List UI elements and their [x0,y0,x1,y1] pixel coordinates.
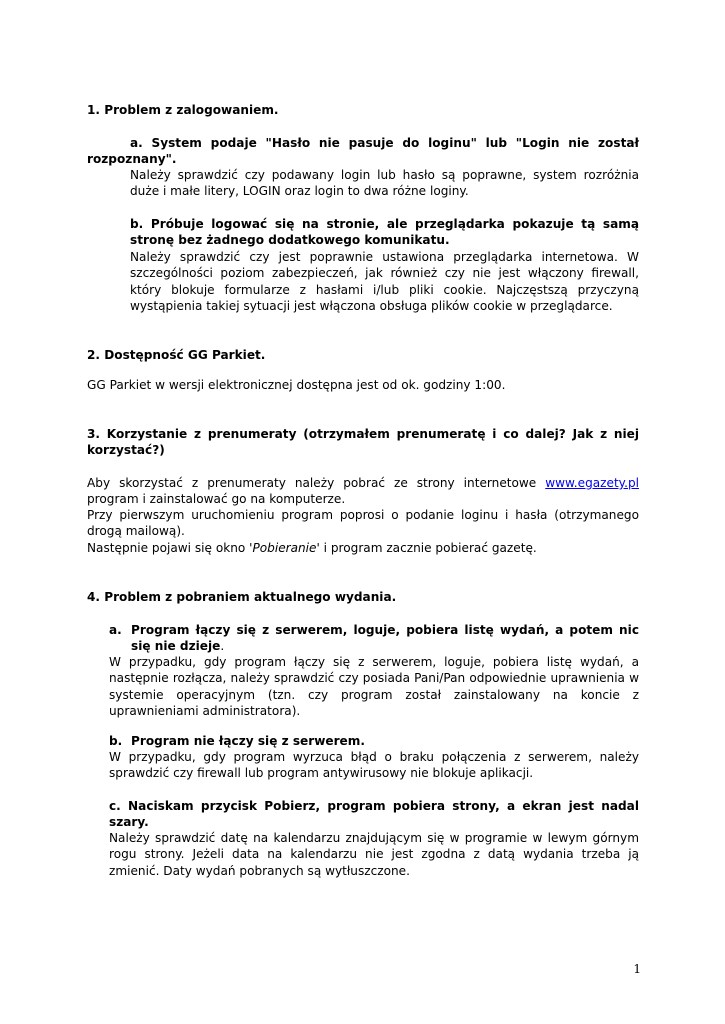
section-4a-body: W przypadku, gdy program łączy się z serwerem, loguje, pobiera listę wydań, a następnie rozłącza, należy sprawdzić czy posiada Pani/Pan odpowiednie uprawnienia w systemie operacyjnym (tzn. czy program został zainstalowany na koncie z uprawnieniami administratora). [109,655,639,719]
section-4a-title-text: Program łączy się z serwerem, loguje, pobiera listę wydań, a potem nic się nie dzieje [131,623,639,654]
page-number: 1 [633,962,641,976]
section-3-p3-before: Następnie pojawi się okno [87,541,250,555]
section-3-p1-after: program i zainstalować go na komputerze. [87,492,346,507]
section-4b-marker: b. [109,734,123,748]
section-3-paragraph-2: Przy pierwszym uruchomieniu program poprosi o podanie loginu i hasła (otrzymanego drogą mailową). [87,508,639,539]
section-3-paragraph-3 [87,540,647,556]
section-1b-body: Należy sprawdzić czy jest poprawnie ustawiona przeglądarka internetowa. W szczególności poziom zabezpieczeń, jak również czy nie jest włączony firewall, który blokuje formularze z hasłami i/lub pliki cookie. Najczęstszą przyczyną wystąpienia takiej sytuacji jest włączona obsługa plików cookie w przeglądarce. [130,250,639,314]
section-3-paragraph-1 [87,475,639,508]
section-1a-body: Należy sprawdzić czy podawany login lub hasło są poprawne, system rozróżnia duże i małe litery, LOGIN oraz login to dwa różne loginy. [130,168,639,199]
section-1a-title-line2: rozpoznany". [87,152,177,166]
section-4c-body: Należy sprawdzić datę na kalendarzu znajdującym się w programie w lewym górnym rogu strony. Jeżeli data na kalendarzu nie jest zgodna z datą wydania trzeba ją zmienić. Daty wydań pobranych są wytłuszczone. [109,831,639,878]
pobieranie-window-name: 'Pobieranie' [249,541,320,555]
section-4c-title: c. Naciskam przycisk Pobierz, program pobiera strony, a ekran jest nadal szary. [109,799,639,830]
section-2-heading: 2. Dostępność GG Parkiet. [87,348,266,362]
section-3-p3-after: i program zacznie pobierać gazetę. [319,541,537,555]
section-4b-body: W przypadku, gdy program wyrzuca błąd o braku połączenia z serwerem, należy sprawdzić czy firewall lub program antywirusowy nie blokuje aplikacji. [109,750,639,781]
section-4b-title: Program nie łączy się z serwerem. [131,734,365,748]
section-4a-marker: a. [109,623,122,637]
section-4-heading: 4. Problem z pobraniem aktualnego wydania. [87,590,397,604]
egazety-link[interactable]: www.egazety.pl [545,476,639,490]
section-3-heading: 3. Korzystanie z prenumeraty (otrzymałem prenumeratę i co dalej? Jak z niej korzystać?) [87,427,639,458]
section-1-heading: 1. Problem z zalogowaniem. [87,103,279,117]
section-1b-title: b. Próbuje logować się na stronie, ale przeglądarka pokazuje tą samą stronę bez żadnego dodatkowego komunikatu. [130,217,639,248]
section-1a-title-line1: a. System podaje "Hasło nie pasuje do loginu" lub "Login nie został [130,136,639,150]
section-3-p1-before: Aby skorzystać z prenumeraty należy pobrać ze strony internetowe [87,476,546,490]
section-2-body: GG Parkiet w wersji elektronicznej dostępna jest od ok. godziny 1:00. [87,378,506,392]
section-4a-title-end: . [220,639,225,654]
section-4a-title [131,622,639,655]
